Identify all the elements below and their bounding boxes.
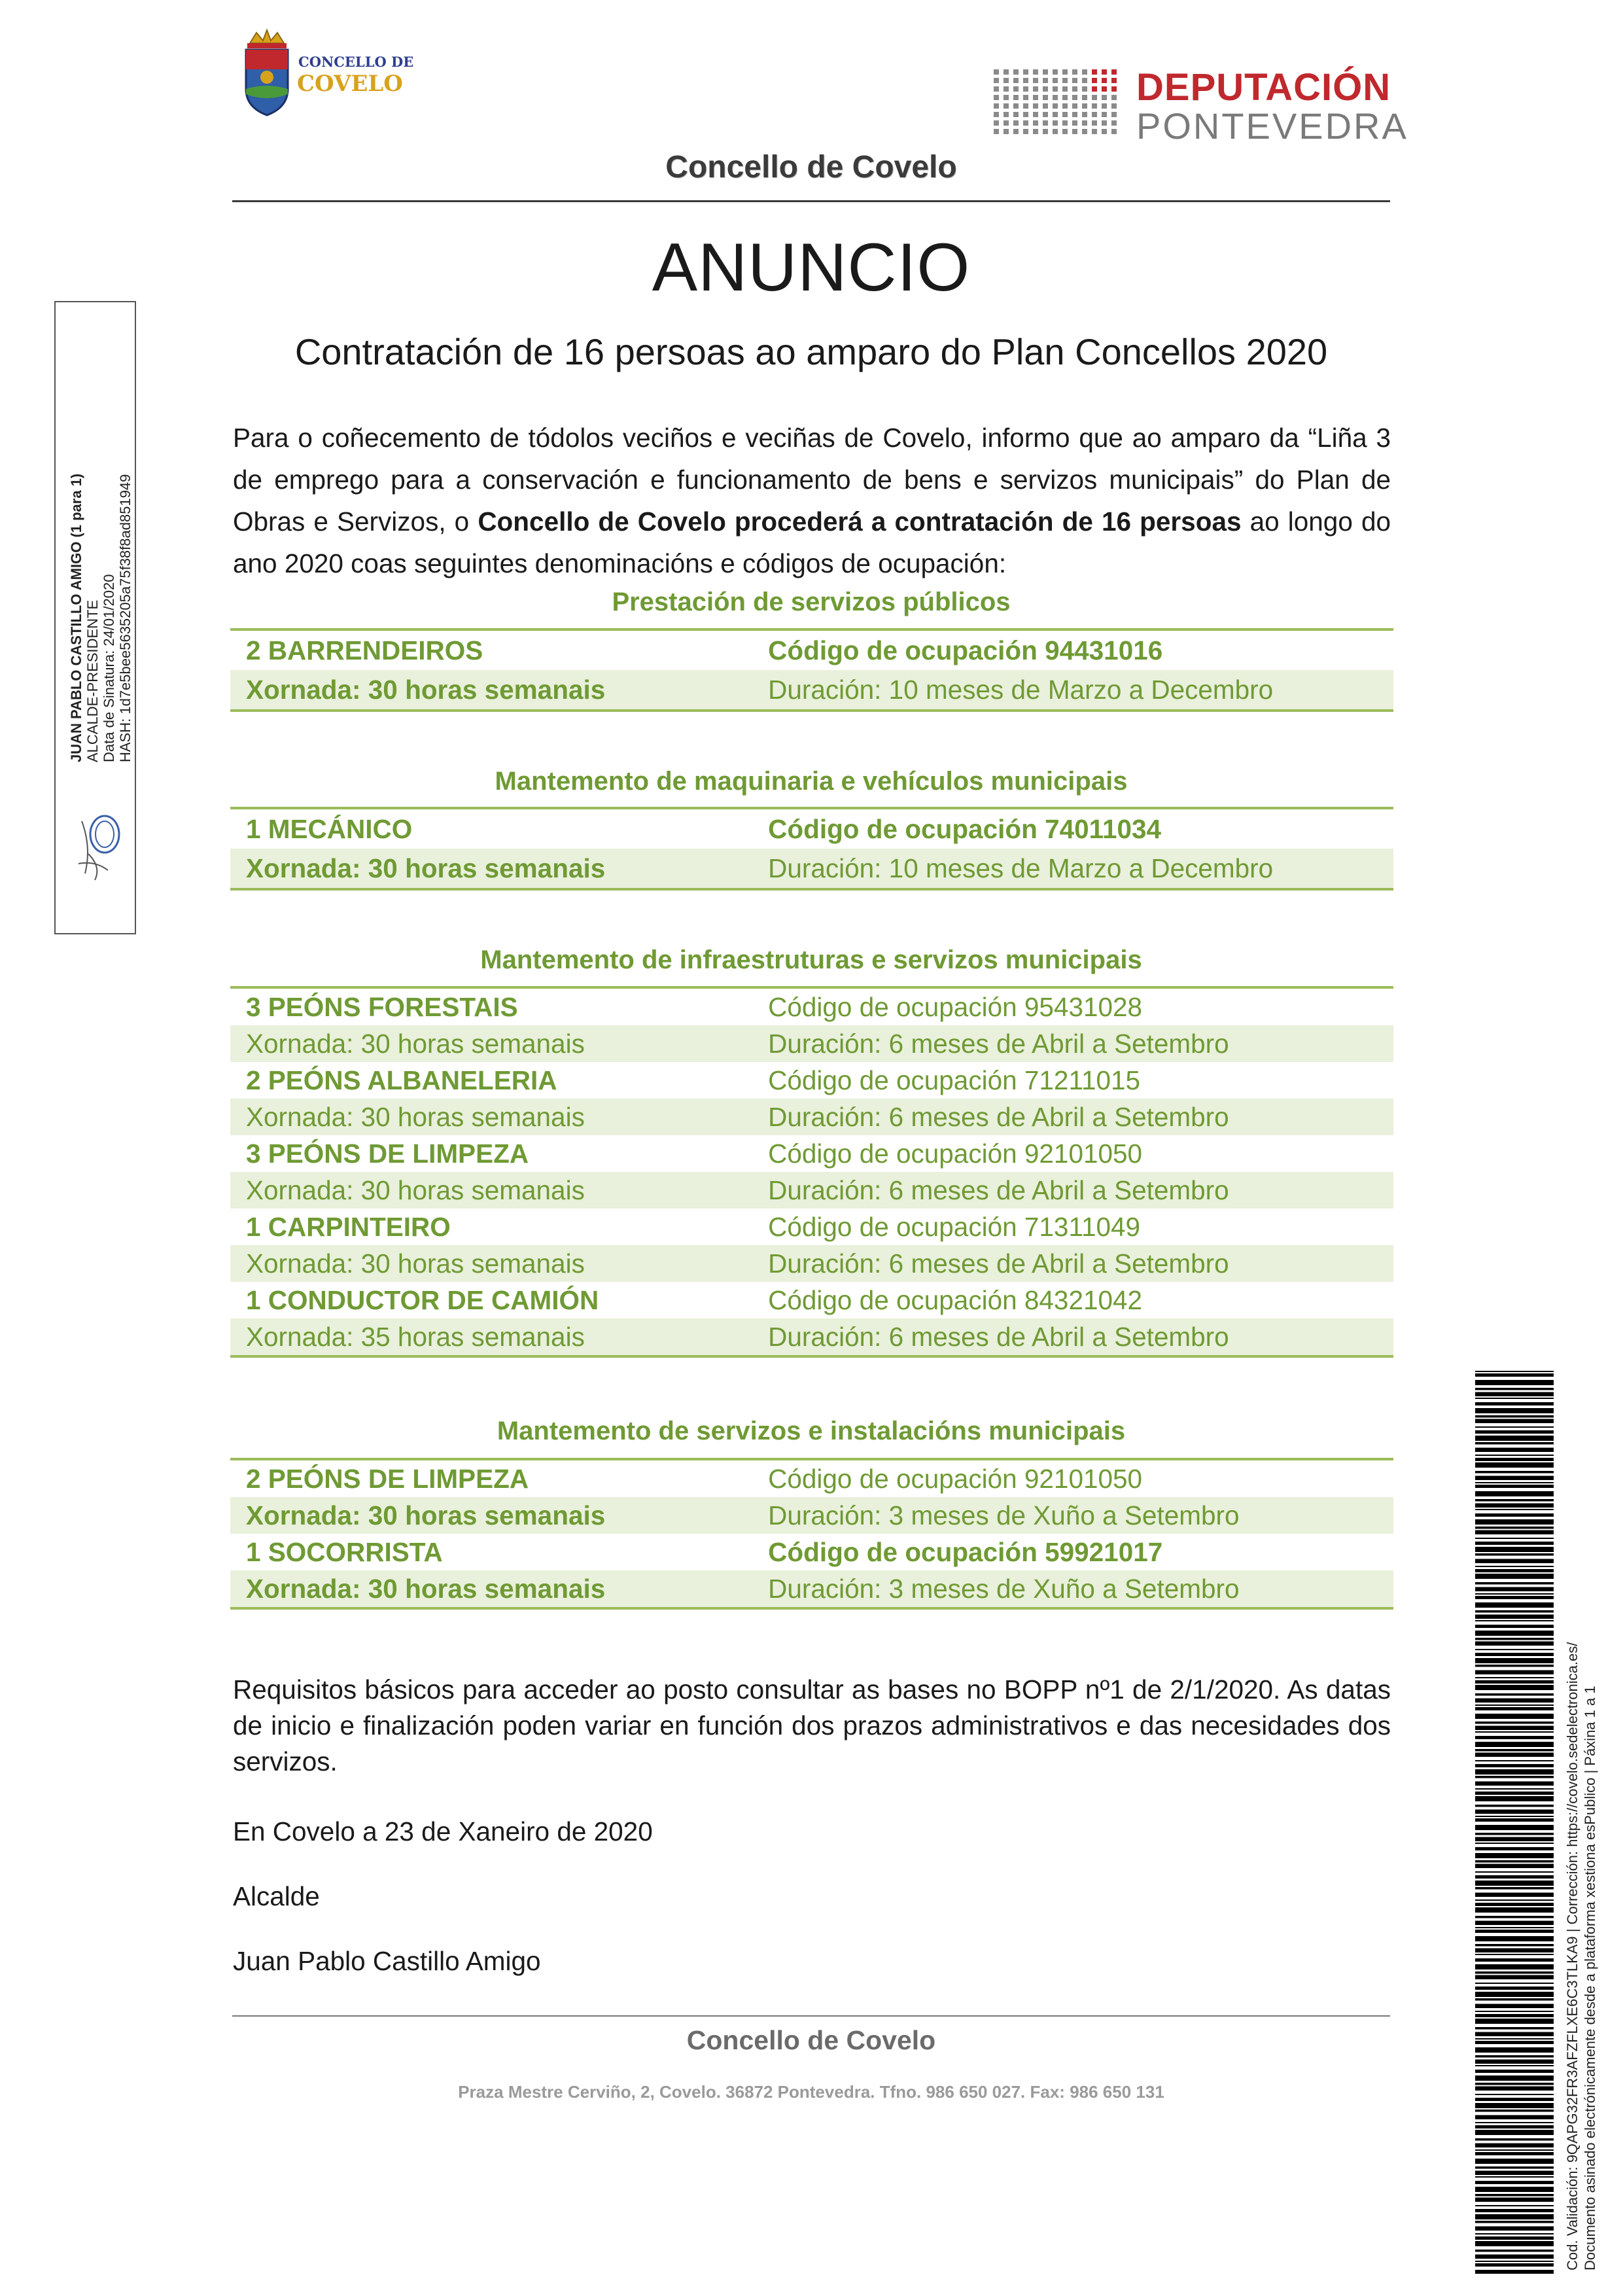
table-row [230, 1282, 1393, 1318]
table-row [230, 1135, 1393, 1172]
footer-address: Praza Mestre Cerviño, 2, Covelo. 36872 Pontevedra. Tfno. 986 650 027. Fax: 986 650 131 [458, 2082, 1164, 2102]
job-code: Código de ocupación 71311049 [768, 1211, 1141, 1242]
signer-role-line: ALCALDE-PRESIDENTE [84, 599, 101, 762]
job-duration: Duración: 10 meses de Marzo a Decembro [768, 853, 1274, 883]
job-duration: Duración: 6 meses de Abril a Setembro [768, 1101, 1229, 1132]
job-hours: Xornada: 30 horas semanais [246, 1573, 606, 1604]
job-name: 1 MECÁNICO [246, 813, 413, 844]
table-row [230, 1099, 1393, 1135]
header-divider [232, 200, 1390, 202]
logo-label-top: CONCELLO DE [298, 54, 414, 70]
job-hours: Xornada: 30 horas semanais [246, 853, 606, 883]
job-code: Código de ocupación 59921017 [768, 1536, 1163, 1567]
job-duration: Duración: 6 meses de Abril a Setembro [768, 1028, 1229, 1059]
job-duration: Duración: 6 meses de Abril a Setembro [768, 1174, 1229, 1205]
table-row [230, 1318, 1393, 1355]
job-name: 2 PEÓNS DE LIMPEZA [246, 1463, 529, 1494]
intro-text-bold: Concello de Covelo procederá a contratación de 16 persoas [478, 506, 1242, 537]
job-hours: Xornada: 30 horas semanais [246, 1028, 585, 1059]
signer-line: JUAN PABLO CASTILLO AMIGO (1 para 1) [68, 473, 84, 762]
section-title: Mantemento de infraestruturas e servizos municipais [480, 945, 1142, 974]
deputacion-pontevedra-logo [991, 65, 1408, 147]
intro-text-1: Para o coñecemento de tódolos veciños e veciñas de Covelo, informo que ao amparo da “Liña 3 de emprego para a conservación e funcionamento de bens e servizos municipais” do Plan de Obras e Servizos, o [233, 423, 1391, 537]
table-row [230, 631, 1393, 670]
footer-divider [232, 2015, 1390, 2017]
job-name: 3 PEÓNS FORESTAIS [246, 991, 518, 1022]
job-code: Código de ocupación 92101050 [768, 1463, 1143, 1494]
deputacion-sub: PONTEVEDRA [1136, 105, 1408, 147]
document-title: ANUNCIO [652, 230, 971, 306]
job-hours: Xornada: 35 horas semanais [246, 1321, 585, 1352]
table-row [230, 1172, 1393, 1209]
job-name: 2 BARRENDEIROS [246, 635, 483, 665]
validation-line: Cod. Validación: 9QAPG32FR3AFZFLXE6C3TLKA9 | Corrección: https://covelo.sedelectronica.es/ [1564, 1642, 1580, 2270]
signature-box-text [68, 474, 133, 762]
job-name: 3 PEÓNS DE LIMPEZA [246, 1138, 529, 1169]
signature-role: Alcalde [233, 1881, 320, 1911]
table-row [230, 849, 1393, 888]
table-row [230, 670, 1393, 709]
requirements-paragraph: Requisitos básicos para acceder ao posto consultar as bases no BOPP nº1 de 2/1/2020. As datas de inicio e finalización poden variar en función dos prazos administrativos e das necesidades dos servizos. [233, 1674, 1391, 1776]
job-code: Código de ocupación 92101050 [768, 1138, 1143, 1169]
table-row [230, 1460, 1393, 1497]
job-code: Código de ocupación 74011034 [768, 813, 1162, 844]
section-title: Prestación de servizos públicos [612, 588, 1011, 616]
jobs-table [230, 1458, 1393, 1610]
table-row [230, 1497, 1393, 1534]
signature-hash-line: HASH: 1d7e5bee5635205a75f38f8ad851949 [117, 474, 133, 762]
job-code: Código de ocupación 95431028 [768, 991, 1143, 1022]
barcode [1475, 1371, 1554, 2274]
concello-covelo-logo [236, 26, 414, 124]
job-duration: Duración: 3 meses de Xuño a Setembro [768, 1573, 1240, 1604]
job-hours: Xornada: 30 horas semanais [246, 674, 606, 705]
validation-line: Documento asinado electrónicamente desde a plataforma xestiona esPublico | Páxina 1 a 1 [1582, 1686, 1598, 2270]
signature-name: Juan Pablo Castillo Amigo [233, 1946, 541, 1976]
job-hours: Xornada: 30 horas semanais [246, 1174, 585, 1205]
section-title: Mantemento de servizos e instalacións municipais [497, 1417, 1126, 1445]
job-name: 1 CARPINTEIRO [246, 1211, 451, 1242]
intro-text-2: ao longo do ano 2020 coas seguintes denominacións e códigos de ocupación: [233, 506, 1391, 578]
table-row [230, 1025, 1393, 1062]
signature-date-line: Data de Sinatura: 24/01/2020 [101, 574, 117, 762]
place-date: En Covelo a 23 de Xaneiro de 2020 [233, 1816, 653, 1846]
job-duration: Duración: 10 meses de Marzo a Decembro [768, 674, 1274, 705]
job-duration: Duración: 6 meses de Abril a Setembro [768, 1321, 1229, 1352]
table-row [230, 989, 1393, 1025]
job-code: Código de ocupación 94431016 [768, 635, 1163, 665]
table-row [230, 1534, 1393, 1570]
job-code: Código de ocupación 71211015 [768, 1065, 1141, 1095]
jobs-table [230, 628, 1393, 712]
document-subtitle: Contratación de 16 persoas ao amparo do Plan Concellos 2020 [294, 331, 1328, 372]
job-name: 1 CONDUCTOR DE CAMIÓN [246, 1284, 599, 1315]
logo-label-main: COVELO [297, 71, 403, 97]
coat-of-arms-icon [241, 29, 293, 119]
job-code: Código de ocupación 84321042 [768, 1284, 1143, 1315]
job-name: 1 SOCORRISTA [246, 1536, 443, 1567]
jobs-table [230, 986, 1393, 1358]
validation-text [1563, 1642, 1599, 2270]
job-hours: Xornada: 30 horas semanais [246, 1101, 585, 1132]
deputacion-name: DEPUTACIÓN [1136, 66, 1391, 109]
table-row [230, 809, 1393, 849]
table-row [230, 1245, 1393, 1282]
header-title: Concello de Covelo [665, 150, 957, 185]
job-duration: Duración: 3 meses de Xuño a Setembro [768, 1500, 1240, 1530]
table-row [230, 1062, 1393, 1099]
jobs-table [230, 807, 1393, 891]
intro-paragraph [233, 417, 1391, 584]
job-name: 2 PEÓNS ALBANELERIA [246, 1065, 557, 1095]
signature-stamp-icon [69, 808, 128, 887]
footer-org: Concello de Covelo [686, 2025, 936, 2055]
job-hours: Xornada: 30 horas semanais [246, 1500, 606, 1530]
section-title: Mantemento de maquinaria e vehículos municipais [495, 767, 1128, 796]
deputacion-dots-icon [991, 65, 1122, 137]
table-row [230, 1209, 1393, 1245]
table-row [230, 1570, 1393, 1607]
job-duration: Duración: 6 meses de Abril a Setembro [768, 1248, 1229, 1279]
job-hours: Xornada: 30 horas semanais [246, 1248, 585, 1279]
